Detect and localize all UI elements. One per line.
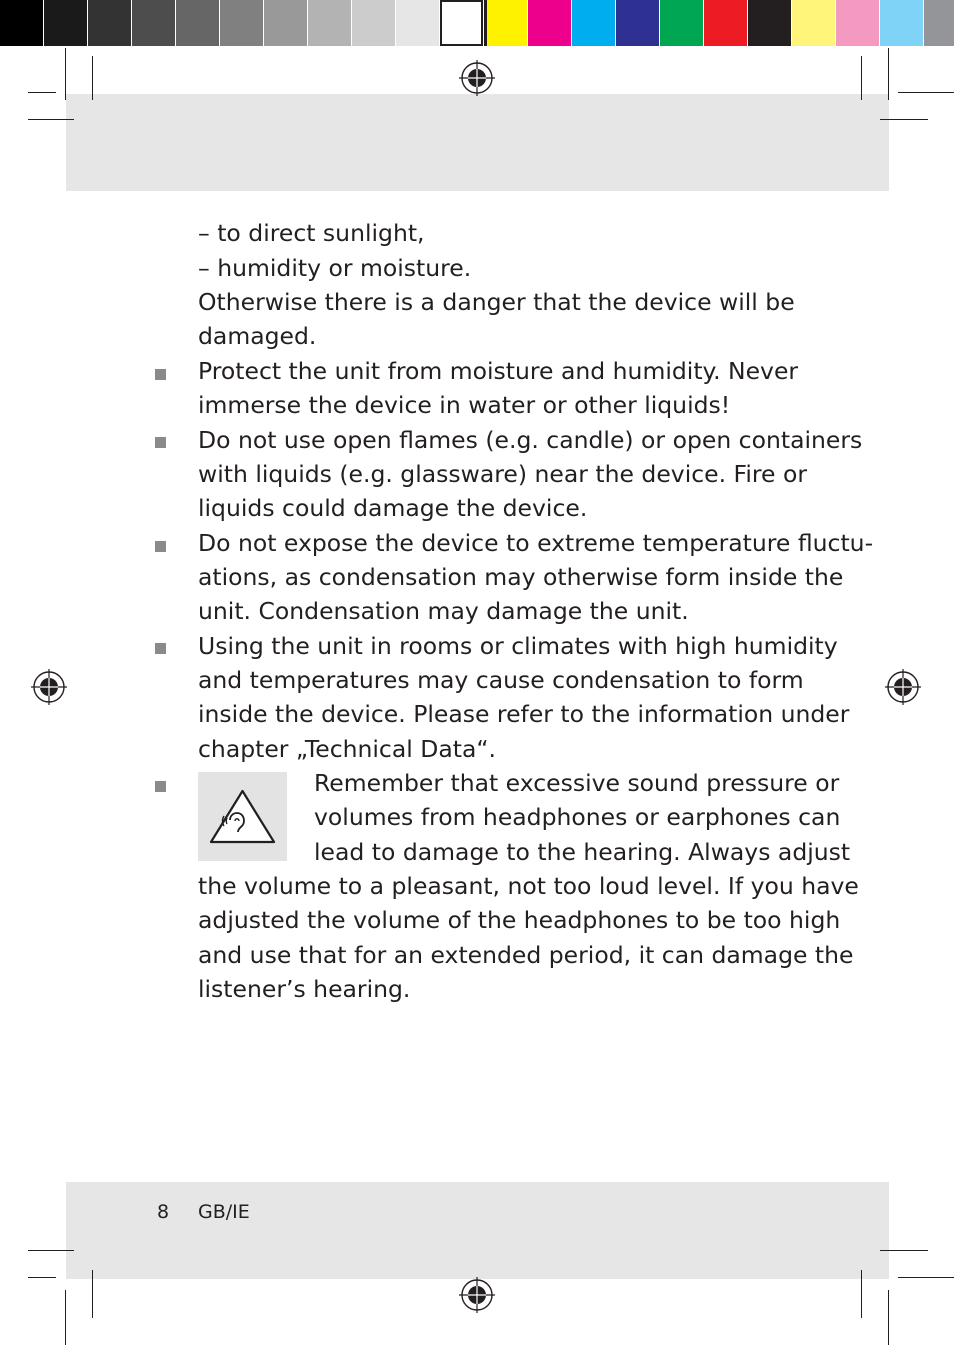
text-line: immerse the device in water or other liquids! <box>198 391 731 419</box>
grey-swatch <box>264 0 307 46</box>
grey-swatch <box>44 0 87 46</box>
grey-swatch <box>88 0 131 46</box>
process-color-swatch <box>748 0 791 46</box>
text-line: liquids could damage the device. <box>198 494 588 522</box>
bullet-square <box>155 781 166 792</box>
text-line: Do not use open flames (e.g. candle) or open containers <box>198 426 863 454</box>
process-color-swatch <box>484 0 527 46</box>
grey-swatch <box>0 0 43 46</box>
text-line: Remember that excessive sound pressure or <box>314 769 840 797</box>
process-color-swatch <box>704 0 747 46</box>
footer-band <box>66 1182 889 1279</box>
text-line: listener’s hearing. <box>198 975 411 1003</box>
grey-swatch <box>352 0 395 46</box>
text-line: volumes from headphones or earphones can <box>314 803 841 831</box>
text-line: Protect the unit from moisture and humidity. Never <box>198 357 799 385</box>
page-number: 8 <box>157 1201 170 1223</box>
registration-mark-icon <box>459 60 495 96</box>
text-line: with liquids (e.g. glassware) near the device. Fire or <box>198 460 808 488</box>
text-line: and temperatures may cause condensation to form <box>198 666 804 694</box>
text-line: unit. Condensation may damage the unit. <box>198 597 689 625</box>
process-color-swatch <box>572 0 615 46</box>
grey-swatch <box>176 0 219 46</box>
process-color-swatch <box>836 0 879 46</box>
grey-swatch <box>132 0 175 46</box>
language-code: GB/IE <box>198 1201 250 1223</box>
text-line: adjusted the volume of the headphones to be too high <box>198 906 841 934</box>
registration-mark-icon <box>885 669 921 705</box>
grey-swatch <box>440 0 483 46</box>
text-line: – to direct sunlight, <box>198 219 425 247</box>
text-line: lead to damage to the hearing. Always adjust <box>314 838 851 866</box>
text-line: damaged. <box>198 322 317 350</box>
text-line: Otherwise there is a danger that the device will be <box>198 288 795 316</box>
bullet-square <box>155 541 166 552</box>
bullet-square <box>155 643 166 654</box>
grey-swatch <box>220 0 263 46</box>
text-line: – humidity or moisture. <box>198 254 472 282</box>
text-line: ations, as condensation may otherwise form inside the <box>198 563 844 591</box>
text-line: the volume to a pleasant, not too loud level. If you have <box>198 872 859 900</box>
header-band <box>66 94 889 191</box>
grey-swatch <box>396 0 439 46</box>
bullet-square <box>155 437 166 448</box>
text-line: Do not expose the device to extreme temperature fluctu- <box>198 529 874 557</box>
process-color-swatch <box>616 0 659 46</box>
hearing-warning-icon <box>198 772 287 861</box>
process-color-swatch <box>528 0 571 46</box>
text-line: Using the unit in rooms or climates with high humidity <box>198 632 838 660</box>
text-line: and use that for an extended period, it can damage the <box>198 941 854 969</box>
grey-swatch <box>308 0 351 46</box>
process-color-swatch <box>924 0 954 46</box>
process-color-swatch <box>660 0 703 46</box>
process-color-swatch <box>792 0 835 46</box>
text-line: chapter „Technical Data“. <box>198 735 497 763</box>
process-color-swatch <box>880 0 923 46</box>
registration-mark-icon <box>459 1277 495 1313</box>
text-line: inside the device. Please refer to the information under <box>198 700 850 728</box>
bullet-square <box>155 369 166 380</box>
registration-mark-icon <box>31 669 67 705</box>
